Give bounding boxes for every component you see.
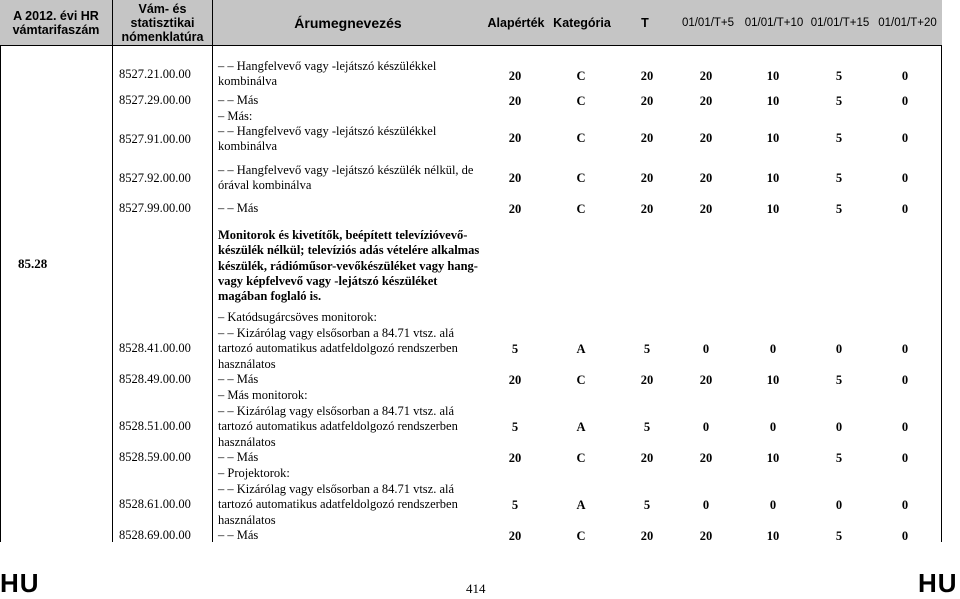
row-description: – – Hangfelvevő vagy -lejátszó készülék nélkül, de órával kombinálva	[218, 163, 474, 193]
row-category: C	[576, 451, 586, 465]
row-description: – – Hangfelvevő vagy -lejátszó készülékkel kombinálva	[218, 59, 437, 89]
row-category: A	[576, 420, 586, 434]
row-t5: 20	[699, 529, 713, 543]
row-t10: 0	[769, 342, 777, 356]
row-t15: 5	[835, 202, 843, 216]
table-right-border	[941, 45, 942, 542]
row-category: C	[576, 529, 586, 543]
row-t10: 10	[766, 131, 780, 145]
row-t20: 0	[901, 498, 909, 512]
row-t: 5	[643, 342, 651, 356]
row-t15: 5	[835, 451, 843, 465]
row-t5: 0	[702, 420, 710, 434]
table-header	[0, 0, 942, 46]
row-t10: 10	[766, 529, 780, 543]
row-t15: 5	[835, 171, 843, 185]
row-code: 8527.29.00.00	[119, 93, 191, 107]
row-description: – – Más	[218, 201, 259, 215]
row-t: 20	[640, 202, 654, 216]
row-t: 20	[640, 171, 654, 185]
row-category: C	[576, 94, 586, 108]
row-t5: 20	[699, 94, 713, 108]
row-description: – Más:	[218, 109, 253, 123]
row-t10: 10	[766, 69, 780, 83]
row-t5: 20	[699, 451, 713, 465]
row-t20: 0	[901, 69, 909, 83]
row-t: 20	[640, 373, 654, 387]
row-t20: 0	[901, 94, 909, 108]
row-t5: 20	[699, 373, 713, 387]
header-category-column: Kategória	[553, 15, 611, 30]
row-t10: 0	[769, 498, 777, 512]
row-t5: 20	[699, 131, 713, 145]
row-description: – – Kizárólag vagy elsősorban a 84.71 vtsz. alá tartozó automatikus adatfeldolgozó rendszerben használatos	[218, 326, 458, 371]
row-t10: 10	[766, 373, 780, 387]
row-t15: 5	[835, 94, 843, 108]
column-divider	[212, 45, 213, 542]
row-category: C	[576, 69, 586, 83]
hs-heading-code: 85.28	[18, 256, 48, 271]
row-t10: 10	[766, 171, 780, 185]
row-t20: 0	[901, 451, 909, 465]
row-description: – – Hangfelvevő vagy -lejátszó készülékkel kombinálva	[218, 124, 437, 154]
row-t15: 0	[835, 498, 843, 512]
row-t5: 0	[702, 498, 710, 512]
row-code: 8527.99.00.00	[119, 201, 191, 215]
row-code: 8527.21.00.00	[119, 67, 191, 81]
header-year-column: A 2012. évi HR vámtarifaszám	[12, 8, 100, 37]
row-t20: 0	[901, 420, 909, 434]
row-t: 20	[640, 529, 654, 543]
row-base-rate: 20	[508, 529, 522, 543]
header-t5-column: 01/01/T+5	[681, 16, 735, 29]
row-code: 8528.49.00.00	[119, 372, 191, 386]
row-code: 8527.92.00.00	[119, 171, 191, 185]
row-code: 8528.59.00.00	[119, 450, 191, 464]
row-description: – – Kizárólag vagy elsősorban a 84.71 vtsz. alá tartozó automatikus adatfeldolgozó rendszerben használatos	[218, 482, 458, 527]
row-t15: 5	[835, 131, 843, 145]
header-base-rate-column: Alapérték	[487, 15, 545, 30]
row-base-rate: 20	[508, 451, 522, 465]
row-t5: 20	[699, 171, 713, 185]
row-t20: 0	[901, 171, 909, 185]
row-description: – – Más	[218, 450, 259, 464]
row-description: – Más monitorok:	[218, 388, 308, 402]
header-code-column: Vám- és statisztikai nómenklatúra	[121, 1, 204, 44]
row-t10: 10	[766, 451, 780, 465]
header-description-column: Árumegnevezés	[294, 14, 402, 31]
row-base-rate: 20	[508, 131, 522, 145]
row-t5: 20	[699, 202, 713, 216]
row-code: 8528.41.00.00	[119, 341, 191, 355]
row-base-rate: 20	[508, 171, 522, 185]
row-t20: 0	[901, 342, 909, 356]
row-t: 20	[640, 131, 654, 145]
row-t10: 10	[766, 202, 780, 216]
row-t5: 0	[702, 342, 710, 356]
footer-language-code-left: HU	[0, 568, 40, 598]
column-divider	[112, 45, 113, 542]
table-left-border	[0, 45, 1, 542]
row-base-rate: 20	[508, 373, 522, 387]
row-t20: 0	[901, 131, 909, 145]
row-category: C	[576, 131, 586, 145]
row-category: A	[576, 342, 586, 356]
row-code: 8528.69.00.00	[119, 528, 191, 542]
row-code: 8528.51.00.00	[119, 419, 191, 433]
row-base-rate: 5	[511, 420, 519, 434]
row-description: – – Más	[218, 93, 259, 107]
row-base-rate: 5	[511, 498, 519, 512]
header-t-column: T	[641, 15, 649, 30]
row-description: – – Más	[218, 528, 259, 542]
row-base-rate: 5	[511, 342, 519, 356]
row-t15: 0	[835, 342, 843, 356]
header-t15-column: 01/01/T+15	[810, 16, 870, 29]
row-t5: 20	[699, 69, 713, 83]
page-number: 414	[466, 581, 486, 596]
row-description: – – Más	[218, 372, 259, 386]
row-base-rate: 20	[508, 69, 522, 83]
row-t10: 10	[766, 94, 780, 108]
row-t15: 0	[835, 420, 843, 434]
row-t: 5	[643, 420, 651, 434]
hs-heading-description: Monitorok és kivetítők, beépített televízióvevő-készülék nélkül; televíziós adás vételére alkalmas készülék, rádióműsor-vevőkészüléket vagy hang- vagy képfelvevő vagy -lejátszó készüléket magában foglaló is.	[218, 228, 480, 304]
row-category: C	[576, 373, 586, 387]
row-t20: 0	[901, 529, 909, 543]
row-t: 20	[640, 69, 654, 83]
header-t20-column: 01/01/T+20	[878, 16, 937, 29]
row-t20: 0	[901, 202, 909, 216]
row-description: – – Kizárólag vagy elsősorban a 84.71 vtsz. alá tartozó automatikus adatfeldolgozó rendszerben használatos	[218, 404, 458, 449]
row-code: 8527.91.00.00	[119, 132, 191, 146]
row-base-rate: 20	[508, 202, 522, 216]
row-t15: 5	[835, 529, 843, 543]
row-t15: 5	[835, 69, 843, 83]
row-base-rate: 20	[508, 94, 522, 108]
row-t: 20	[640, 451, 654, 465]
row-category: C	[576, 171, 586, 185]
row-category: A	[576, 498, 586, 512]
row-t15: 5	[835, 373, 843, 387]
row-description: – Katódsugárcsöves monitorok:	[218, 310, 378, 324]
header-t10-column: 01/01/T+10	[744, 16, 804, 29]
row-t: 20	[640, 94, 654, 108]
row-t10: 0	[769, 420, 777, 434]
row-t20: 0	[901, 373, 909, 387]
row-code: 8528.61.00.00	[119, 497, 191, 511]
footer-language-code-right: HU	[918, 568, 958, 598]
row-category: C	[576, 202, 586, 216]
row-description: – Projektorok:	[218, 466, 290, 480]
row-t: 5	[643, 498, 651, 512]
